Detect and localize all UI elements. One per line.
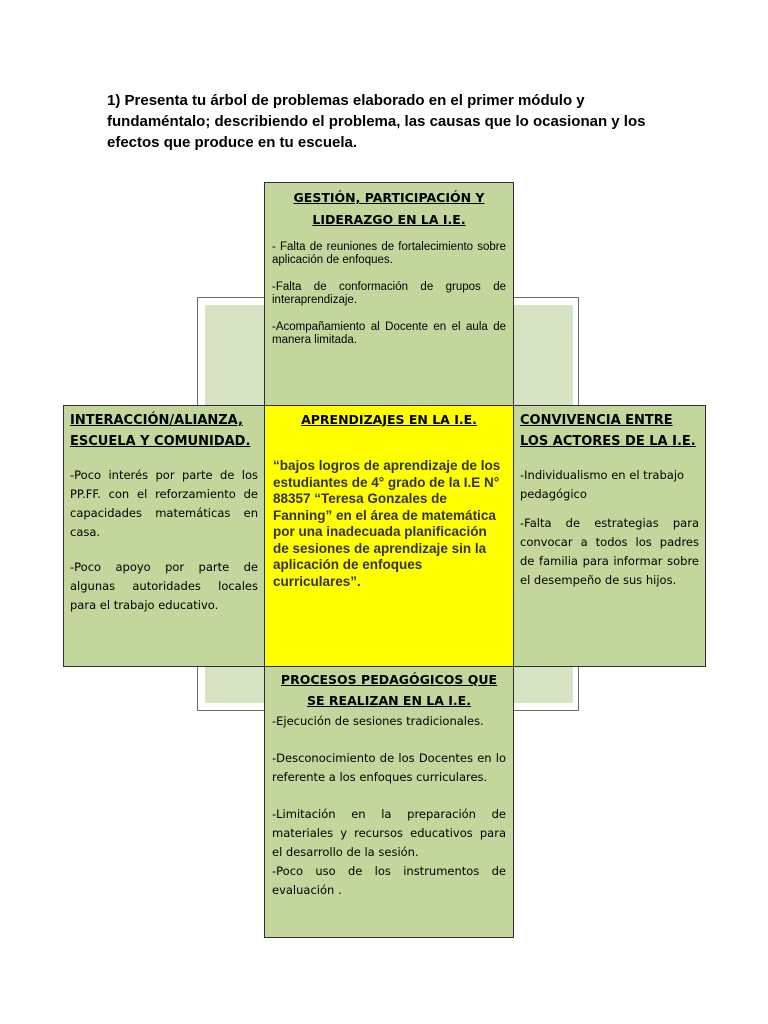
box-aprendizajes	[264, 405, 514, 667]
box-procesos-title: PROCESOS PEDAGÓGICOS QUE SE REALIZAN EN LA I.E.	[280, 672, 498, 708]
box-gestion	[264, 182, 514, 406]
box-procesos-item: -Desconocimiento de los Docentes en lo referente a los enfoques curriculares.	[272, 751, 506, 784]
box-convivencia-item: -Falta de estrategias para convocar a todos los padres de familia para informar sobre el desempeño de sus hijos.	[520, 516, 699, 587]
box-interaccion-title: INTERACCIÓN/ALIANZA, ESCUELA Y COMUNIDAD.	[70, 413, 251, 449]
box-gestion-title: GESTIÓN, PARTICIPACIÓN Y LIDERAZGO EN LA I.E.	[293, 190, 485, 227]
box-procesos-item: -Ejecución de sesiones tradicionales.	[272, 714, 484, 728]
box-interaccion-item: -Poco apoyo por parte de algunas autoridades locales para el trabajo educativo.	[70, 560, 258, 612]
box-convivencia	[513, 405, 706, 667]
box-procesos	[264, 666, 514, 938]
box-gestion-item: -Acompañamiento al Docente en el aula de manera limitada.	[272, 321, 506, 346]
box-gestion-item: - Falta de reuniones de fortalecimiento sobre aplicación de enfoques.	[272, 241, 506, 266]
box-procesos-item: -Poco uso de los instrumentos de evaluación .	[272, 864, 506, 897]
question-text: 1) Presenta tu árbol de problemas elaborado en el primer módulo y fundaméntalo; describiendo el problema, las causas que lo ocasionan y los efectos que produce en tu escuela.	[107, 92, 646, 151]
box-procesos-item: -Limitación en la preparación de materiales y recursos educativos para el desarrollo de la sesión.	[272, 807, 506, 859]
central-problem-statement: “bajos logros de aprendizaje de los estudiantes de 4° grado de la I.E N° 88357 “Teresa Gonzales de Fanning” en el área de matemática por una inadecuada planificación de sesiones de aprendizaje sin la aplicación de enfoques curriculares”.	[273, 458, 501, 589]
box-interaccion	[63, 405, 265, 667]
box-aprendizajes-title: APRENDIZAJES EN LA I.E.	[301, 412, 477, 427]
box-gestion-item: -Falta de conformación de grupos de interaprendizaje.	[272, 281, 506, 306]
box-convivencia-title: CONVIVENCIA ENTRE LOS ACTORES DE LA I.E.	[520, 413, 696, 449]
box-convivencia-item: -Individualismo en el trabajo pedagógico	[520, 468, 685, 501]
box-interaccion-item: -Poco interés por parte de los PP.FF. con el reforzamiento de capacidades matemáticas en casa.	[70, 468, 258, 539]
